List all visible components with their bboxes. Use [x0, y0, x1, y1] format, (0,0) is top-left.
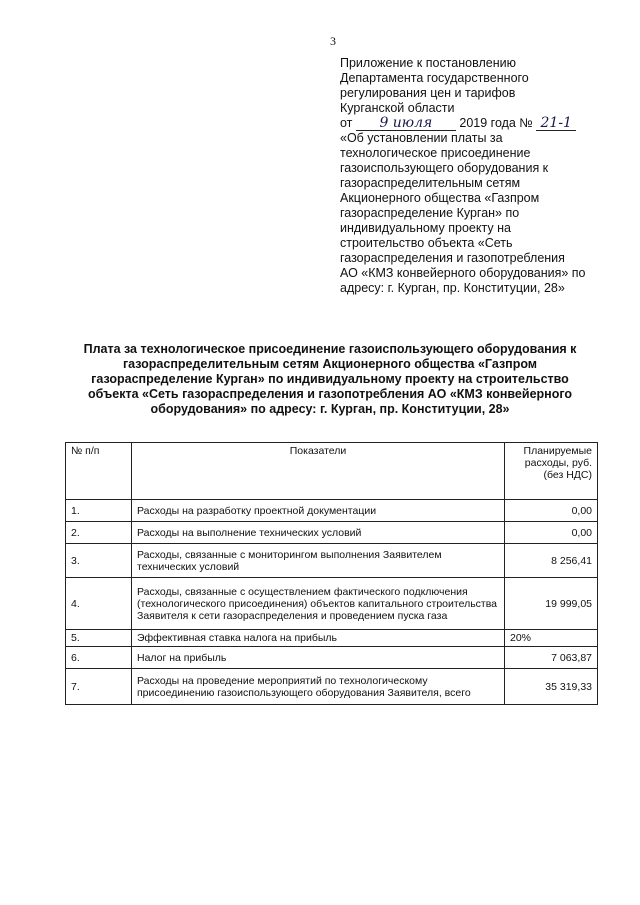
appendix-line: Приложение к постановлению [340, 56, 516, 70]
appendix-quote-line: адресу: г. Курган, пр. Конституции, 28» [340, 281, 565, 295]
appendix-quote-line: технологическое присоединение [340, 146, 531, 160]
header-number: № п/п [66, 443, 132, 500]
appendix-date-line [340, 116, 618, 131]
appendix-line: Курганской области [340, 101, 455, 115]
appendix-line: Департамента государственного [340, 71, 529, 85]
title-line: газораспределительным сетям Акционерного общества «Газпром [122, 357, 538, 371]
appendix-quote-line: строительство объекта «Сеть [340, 236, 513, 250]
row-label: Расходы на разработку проектной документации [132, 500, 505, 522]
row-number: 1. [66, 500, 132, 522]
row-label: Расходы, связанные с осуществлением фактического подключения (технологического присоединения) объектов капитального строительства Заявителя к сети газораспределения и проведением пуска газа [132, 578, 505, 630]
year-text: 2019 года № [459, 116, 533, 130]
row-value: 19 999,05 [505, 578, 598, 630]
date-prefix: от [340, 116, 353, 130]
appendix-block [340, 56, 618, 296]
handwritten-number: 21-1 [536, 117, 576, 131]
handwritten-date: 9 июля [356, 117, 456, 131]
table-row [66, 500, 598, 522]
row-number: 5. [66, 630, 132, 647]
table-row [66, 522, 598, 544]
row-number: 7. [66, 669, 132, 705]
row-value: 35 319,33 [505, 669, 598, 705]
appendix-quote-line: газоиспользующего оборудования к [340, 161, 549, 175]
title-line: Плата за технологическое присоединение газоиспользующего оборудования к [83, 342, 577, 356]
table-row [66, 647, 598, 669]
row-value: 8 256,41 [505, 544, 598, 578]
table-header-row [66, 443, 598, 500]
appendix-quote-line: газораспределительным сетям [340, 176, 521, 190]
table-row [66, 669, 598, 705]
row-value: 0,00 [505, 522, 598, 544]
row-label: Расходы на выполнение технических условий [132, 522, 505, 544]
row-value: 20% [505, 630, 598, 647]
page-number: 3 [330, 34, 336, 48]
header-indicators: Показатели [132, 443, 505, 500]
title-line: объекта «Сеть газораспределения и газопотребления АО «КМЗ конвейерного [87, 387, 573, 401]
appendix-quote-line: газораспределения и газопотребления [340, 251, 565, 265]
appendix-quote-line: газораспределение Курган» по [340, 206, 520, 220]
row-number: 3. [66, 544, 132, 578]
row-number: 6. [66, 647, 132, 669]
appendix-quote-line: «Об установлении платы за [340, 131, 503, 145]
row-label: Расходы на проведение мероприятий по технологическому присоединению газоиспользующего оборудования Заявителя, всего [132, 669, 505, 705]
row-value: 0,00 [505, 500, 598, 522]
appendix-quote-line: АО «КМЗ конвейерного оборудования» по [340, 266, 586, 280]
title-line: оборудования» по адресу: г. Курган, пр. Конституции, 28» [150, 402, 510, 416]
appendix-line: регулирования цен и тарифов [340, 86, 516, 100]
appendix-quote-line: индивидуальному проекту на [340, 221, 511, 235]
document-title [60, 342, 600, 417]
row-label: Эффективная ставка налога на прибыль [132, 630, 505, 647]
row-number: 2. [66, 522, 132, 544]
fee-table [65, 442, 598, 705]
table-row [66, 544, 598, 578]
title-line: газораспределение Курган» по индивидуальному проекту на строительство [91, 372, 569, 386]
table-row [66, 578, 598, 630]
row-number: 4. [66, 578, 132, 630]
row-label: Налог на прибыль [132, 647, 505, 669]
appendix-quote-line: Акционерного общества «Газпром [340, 191, 540, 205]
header-planned-costs: Планируемые расходы, руб. (без НДС) [505, 443, 598, 500]
row-label: Расходы, связанные с мониторингом выполнения Заявителем технических условий [132, 544, 505, 578]
table-row [66, 630, 598, 647]
row-value: 7 063,87 [505, 647, 598, 669]
